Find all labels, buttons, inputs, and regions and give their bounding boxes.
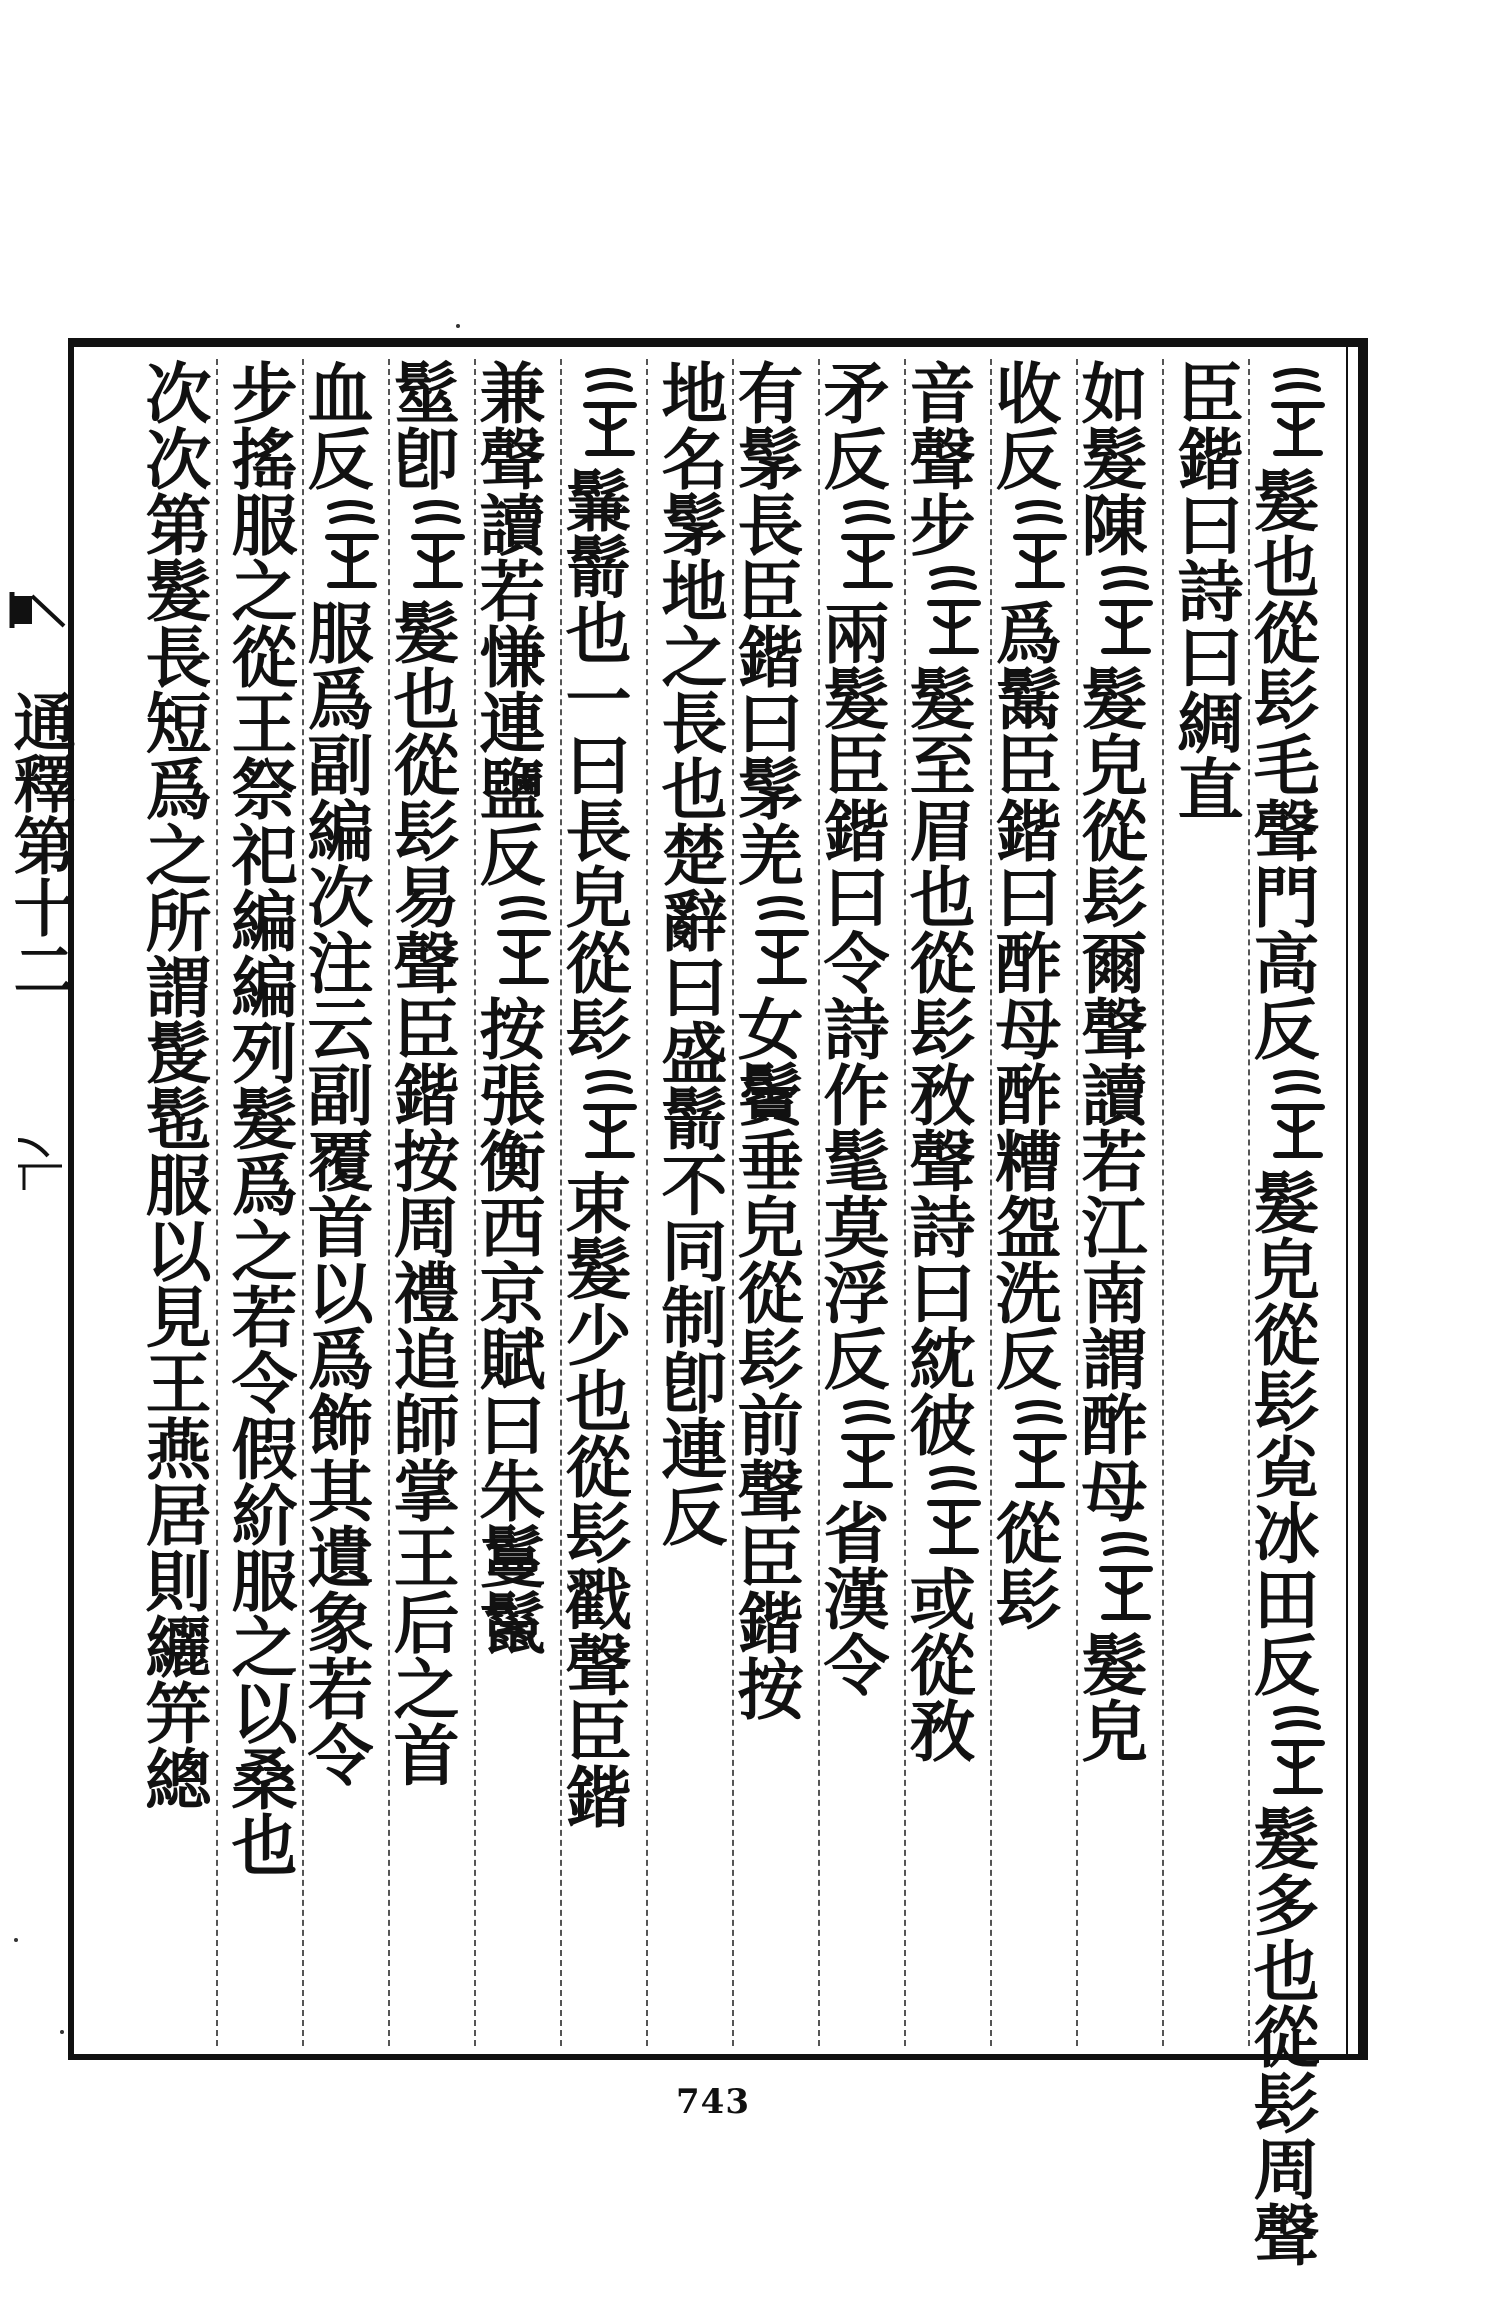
column-text: 步搖服之從王祭祀編編列髮爲之若令假紒服之以桑也 — [220, 359, 298, 1877]
text-column — [296, 359, 388, 2046]
page-gutter — [0, 580, 76, 1280]
column-text: 髽卽 髮也從髟易聲臣鍇按周禮追師掌王后之首 — [390, 359, 474, 2046]
seal-script-glyph-icon — [1262, 1703, 1334, 1799]
column-text: 血反 服爲副編次注云副覆首以爲飾其遺象若令 — [304, 359, 388, 2046]
column-text: 有髳長臣鍇曰髳羌 女鬢垂皃從髟前聲臣鍇按 — [734, 359, 818, 2046]
gutter-rule-icon — [14, 1110, 64, 1190]
column-text: 收反 爲鬗臣鍇曰酢母酢糟盌洗反 從髟 — [992, 359, 1076, 2046]
running-title: 通釋第十二 — [3, 690, 76, 1000]
print-speck — [60, 2030, 64, 2034]
seal-script-glyph-icon — [1090, 563, 1162, 659]
text-column — [554, 359, 646, 2046]
text-column — [1070, 359, 1162, 2046]
text-column — [726, 359, 818, 2046]
seal-script-glyph-icon — [1004, 497, 1076, 593]
seal-script-glyph-icon — [832, 1397, 904, 1493]
seal-script-glyph-icon — [574, 1067, 646, 1163]
text-column — [216, 359, 302, 2046]
print-speck — [14, 1938, 18, 1942]
text-column — [130, 359, 216, 2046]
column-text: 矛反 兩髮臣鍇曰令詩作髦莫浮反 省漢令 — [820, 359, 904, 2046]
text-column — [898, 359, 990, 2046]
text-column — [468, 359, 560, 2046]
seal-script-glyph-icon — [402, 497, 474, 593]
fish-tail-mark-icon — [10, 590, 66, 630]
text-column — [1162, 359, 1248, 2046]
column-text: 髮也從髟毛聲門高反 髮皃從髟㝸冰田反 髮多也從髟周聲 — [1250, 359, 1334, 2046]
column-text: 兼聲讀若慊連鹽反 按張衡西京賦曰朱鬘鬣 — [476, 359, 560, 2046]
text-column — [812, 359, 904, 2046]
seal-script-glyph-icon — [574, 365, 646, 461]
column-text: 鬑鬋也一曰長皃從髟 束髮少也從髟戳聲臣鍇 — [562, 359, 646, 2046]
text-column — [382, 359, 474, 2046]
page-number: 743 — [676, 2082, 750, 2122]
print-speck — [456, 324, 460, 328]
seal-script-glyph-icon — [1090, 1529, 1162, 1625]
column-text: 地名髳地之長也楚辭曰盛鬋不同制卽連反 — [650, 359, 728, 1547]
column-text: 臣鍇曰詩曰綢直 — [1166, 359, 1244, 821]
seal-script-glyph-icon — [316, 497, 388, 593]
seal-script-glyph-icon — [832, 497, 904, 593]
seal-script-glyph-icon — [918, 563, 990, 659]
seal-script-glyph-icon — [746, 893, 818, 989]
text-column — [646, 359, 732, 2046]
column-text: 次次第髮長短爲之所謂髲髢服以見王燕居則纚笄總 — [134, 359, 212, 1811]
column-text: 如髮陳 髮皃從髟爾聲讀若江南謂酢母 髮皃 — [1078, 359, 1162, 2046]
seal-script-glyph-icon — [918, 1463, 990, 1559]
seal-script-glyph-icon — [1004, 1397, 1076, 1493]
text-column — [984, 359, 1076, 2046]
column-text: 音聲步 髮至眉也從髟敄聲詩曰紞彼 或從敄 — [906, 359, 990, 2046]
text-column — [1242, 359, 1334, 2267]
seal-script-glyph-icon — [1262, 1067, 1334, 1163]
seal-script-glyph-icon — [488, 893, 560, 989]
seal-script-glyph-icon — [1262, 365, 1334, 461]
